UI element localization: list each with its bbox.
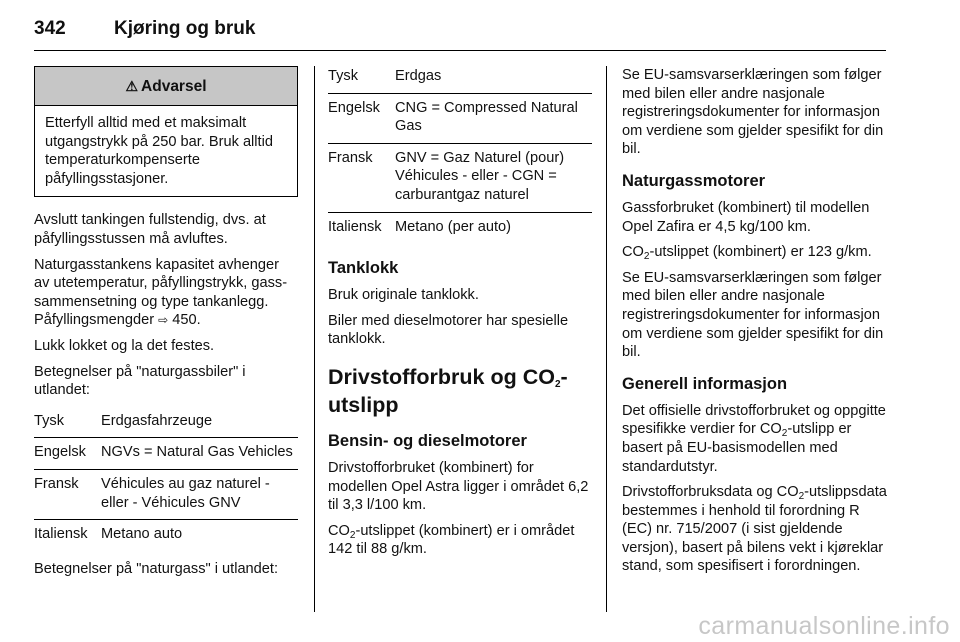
heading-naturgassmotorer: Naturgassmotorer — [622, 171, 766, 190]
paragraph-text: -utslippsdata bestemmes i henhold til forordning R (EC) nr. 715/2007 (i sist gjeldende versjon), basert på bilens vekt i kjøreklar stand, som spesifisert i forordningen. — [622, 484, 887, 575]
column-1 — [34, 66, 298, 585]
heading-drivstofforbruk — [328, 363, 592, 419]
table-row — [34, 438, 298, 470]
column-divider-1 — [314, 66, 315, 612]
language-cell: Engelsk — [34, 438, 101, 470]
table-row — [328, 93, 592, 143]
paragraph: Lukk lokket og la det festes. — [34, 337, 215, 354]
paragraph: Bruk originale tanklokk. — [328, 287, 479, 304]
term-cell: Metano auto — [101, 520, 298, 554]
paragraph: Biler med dieselmotorer har spesielle tanklokk. — [328, 312, 569, 348]
term-cell: CNG = Compressed Natural Gas — [395, 93, 592, 143]
language-cell: Tysk — [34, 412, 64, 429]
paragraph-text: CO — [622, 244, 644, 261]
paragraph-text: Drivstofforbruksdata og CO — [622, 484, 799, 501]
paragraph-text: Naturgasstankens kapasitet avhenger av utetemperatur, påfyllingstrykk, gass-sammensetning og type tankanlegg. Påfyllingsmengder — [34, 256, 288, 329]
table-row — [34, 407, 298, 438]
language-cell: Italiensk — [34, 520, 101, 554]
paragraph-text: -utslippet (kombinert) er i området 142 til 88 g/km. — [328, 522, 575, 558]
term-cell: Metano (per auto) — [395, 212, 592, 246]
column-3 — [622, 66, 888, 583]
paragraph — [328, 522, 592, 559]
paragraph — [622, 243, 888, 262]
page-number: 342 — [34, 18, 66, 39]
term-cell: Erdgas — [395, 68, 442, 84]
heading-tanklokk: Tanklokk — [328, 259, 399, 278]
subscript: 2 — [349, 529, 356, 541]
table-row — [328, 62, 592, 93]
paragraph-text: -utslipp er basert på EU-basismodellen med standardutstyr. — [622, 421, 852, 475]
paragraph: Avslutt tankingen fullstendig, dvs. at påfyllingsstussen må avluftes. — [34, 212, 266, 247]
section-title: Kjøring og bruk — [114, 18, 256, 39]
table-row — [34, 520, 298, 554]
heading-bensin-diesel: Bensin- og dieselmotorer — [328, 431, 527, 450]
warning-box — [34, 66, 298, 197]
language-cell: Engelsk — [328, 93, 395, 143]
paragraph — [622, 483, 888, 576]
watermark: carmanualsonline.info — [698, 612, 950, 640]
warning-body: Etterfyll alltid med et maksimalt utgangstrykk på 250 bar. Bruk alltid temperaturkompenserte påfyllingsstasjoner. — [45, 115, 273, 187]
subscript: 2 — [554, 378, 561, 390]
language-cell: Fransk — [34, 469, 101, 519]
term-cell: Véhicules au gaz naturel - eller - Véhicules GNV — [101, 469, 298, 519]
paragraph: Se EU-samsvarserklæringen som følger med bilen eller andre nasjonale registreringsdokumenter for informasjon om verdiene som gjelder spesifikt for din bil. — [622, 269, 884, 361]
paragraph — [34, 256, 298, 330]
paragraph: Betegnelser på "naturgassbiler" i utlandet: — [34, 363, 246, 399]
cross-reference-arrow-icon: ⇨ — [158, 313, 169, 328]
column-divider-2 — [606, 66, 607, 612]
term-cell: NGVs = Natural Gas Vehicles — [101, 438, 298, 470]
paragraph: Gassforbruket (kombinert) til modellen Opel Zafira er 4,5 kg/100 km. — [622, 199, 870, 235]
warning-header — [35, 67, 297, 106]
language-cell: Tysk — [328, 68, 358, 84]
language-cell: Italiensk — [328, 212, 395, 246]
warning-title: Advarsel — [141, 78, 207, 95]
paragraph — [622, 402, 888, 476]
language-cell: Fransk — [328, 143, 395, 212]
term-cell: GNV = Gaz Naturel (pour) Véhicules - eller - CGN = carburantgaz naturel — [395, 143, 592, 212]
column-2 — [328, 66, 592, 566]
table-row — [328, 212, 592, 246]
subscript: 2 — [798, 491, 805, 503]
header-rule — [34, 50, 886, 51]
gas-terms-table — [328, 62, 592, 246]
paragraph-text: -utslippet (kombinert) er 123 g/km. — [649, 244, 872, 261]
warning-triangle-icon: ⚠ — [125, 78, 139, 94]
heading-text: Drivstofforbruk og CO — [328, 364, 555, 389]
paragraph: Se EU-samsvarserklæringen som følger med bilen eller andre nasjonale registreringsdokumenter for informasjon om verdiene som gjelder spesifikt for din bil. — [622, 67, 884, 158]
term-cell: Erdgasfahrzeuge — [101, 412, 213, 429]
paragraph: Betegnelser på "naturgass" i utlandet: — [34, 560, 279, 577]
subscript: 2 — [781, 428, 788, 440]
heading-generell-informasjon: Generell informasjon — [622, 374, 788, 393]
heading-text: -utslipp — [328, 364, 568, 417]
paragraph: Drivstofforbruket (kombinert) for modellen Opel Astra ligger i området 6,2 til 3,3 l/100 km. — [328, 459, 589, 514]
paragraph-text: Det offisielle drivstofforbruket og oppgitte spesifikke verdier for CO — [622, 402, 886, 438]
subscript: 2 — [643, 251, 650, 263]
table-row — [34, 469, 298, 519]
paragraph-text: CO — [328, 522, 350, 539]
page-reference-link[interactable]: 450. — [172, 312, 201, 329]
page-header — [34, 18, 886, 46]
vehicle-terms-table — [34, 407, 298, 554]
table-row — [328, 143, 592, 212]
